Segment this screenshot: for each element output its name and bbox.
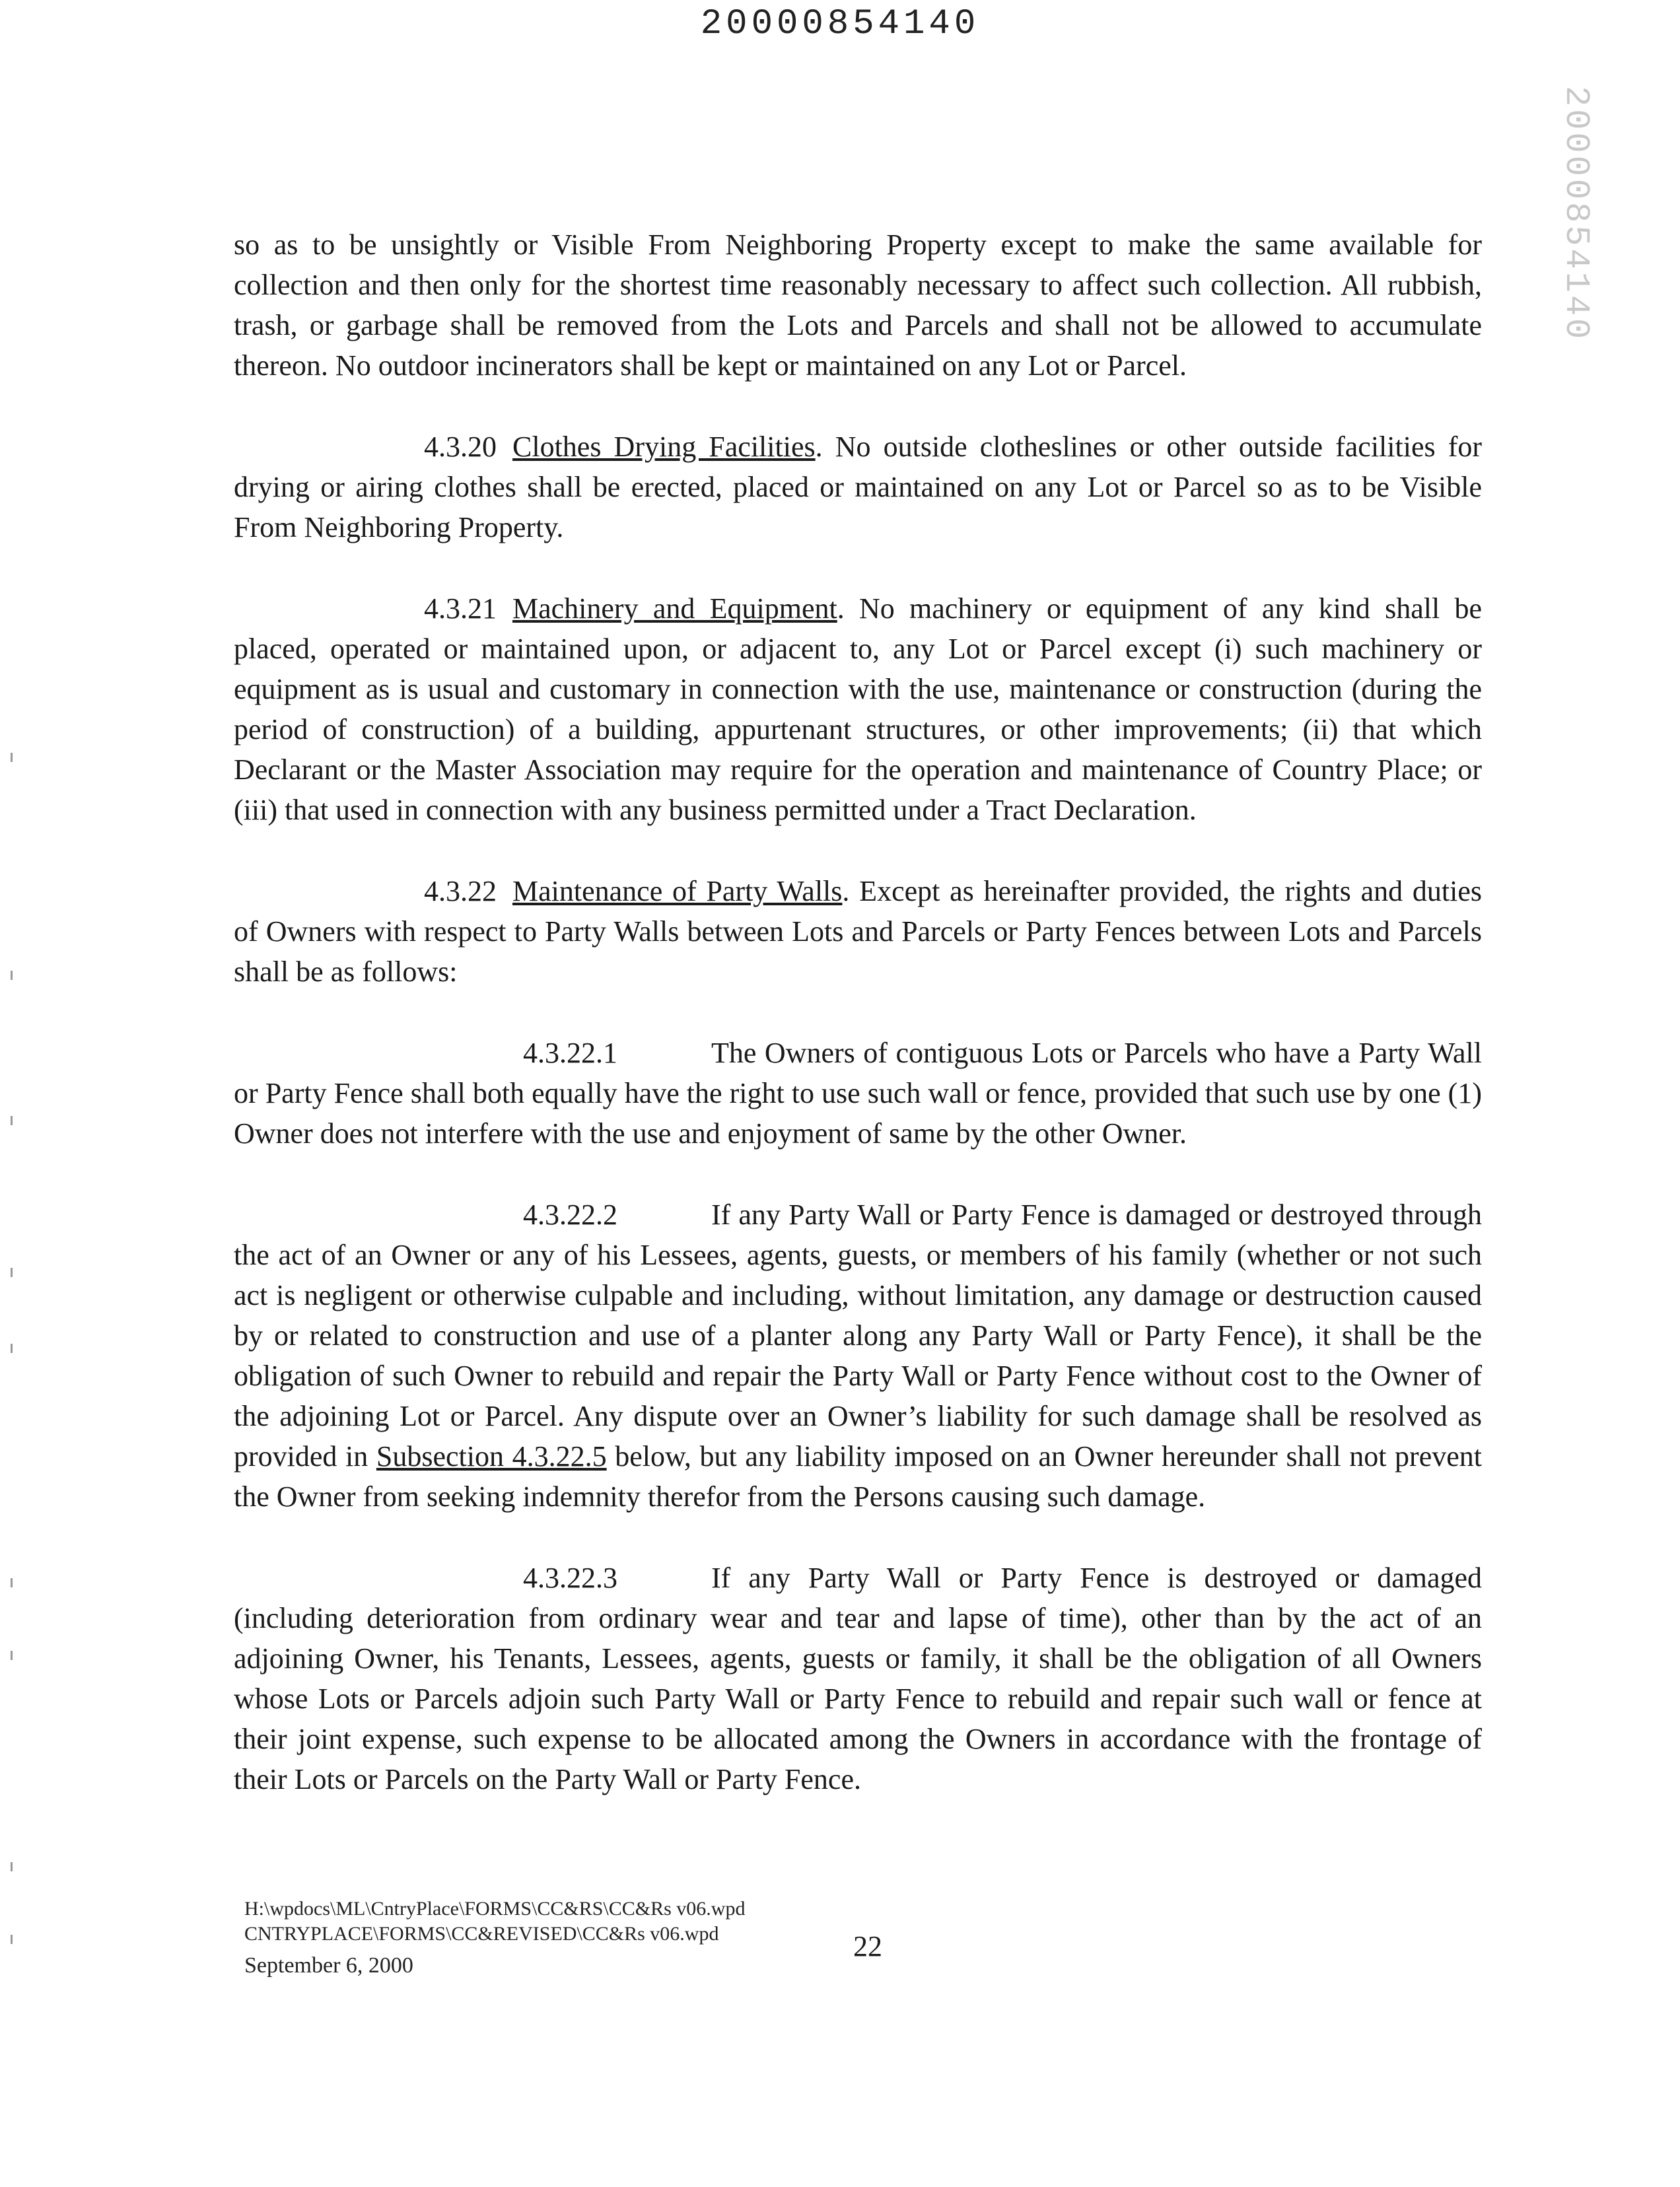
subsection-number: 4.3.22.2: [523, 1198, 617, 1231]
margin-scan-marks: [7, 726, 20, 2047]
document-footer: [244, 1896, 745, 1978]
section-number: 4.3.22: [424, 875, 497, 907]
section-4-3-20: [234, 427, 1482, 547]
section-text: . No machinery or equipment of any kind shall be placed, operated or maintained upon, or adjacent to, any Lot or Parcel except (i) such machinery or equipment as is usual and customary in connection with the use, maintenance or construction (during the period of construction) of a building, appurtenant structures, or other improvements; (ii) that which Declarant or the Master Association may require for the operation and maintenance of Country Place; or (iii) that used in connection with any business permitted under a Tract Declaration.: [234, 592, 1482, 826]
section-4-3-22-3: [234, 1558, 1482, 1799]
subsection-reference-link[interactable]: Subsection 4.3.22.5: [376, 1440, 607, 1473]
footer-file-path-1: H:\wpdocs\ML\CntryPlace\FORMS\CC&RS\CC&Rs v06.wpd: [244, 1898, 746, 1920]
subsection-number: 4.3.22.3: [523, 1562, 617, 1594]
footer-date: September 6, 2000: [244, 1953, 413, 1978]
section-4-3-22-2: [234, 1195, 1482, 1517]
document-body: [234, 225, 1482, 1799]
paragraph-continuation: so as to be unsightly or Visible From Neighboring Property except to make the same available for collection and then only for the shortest time reasonably necessary to affect such collection. All rubbish, trash, or garbage shall be removed from the Lots and Parcels and shall not be allowed to accumulate thereon. No outdoor incinerators shall be kept or maintained on any Lot or Parcel.: [234, 228, 1482, 382]
section-title: Machinery and Equipment: [512, 592, 837, 625]
document-number: 20000854140: [700, 4, 980, 44]
footer-file-path-2: CNTRYPLACE\FORMS\CC&REVISED\CC&Rs v06.wpd: [244, 1923, 719, 1945]
section-4-3-22: [234, 871, 1482, 992]
subsection-text: The Owners of contiguous Lots or Parcels who have a Party Wall or Party Fence shall both equally have the right to use such wall or fence, provided that such use by one (1) Owner does not interfere with the use and enjoyment of same by the other Owner.: [234, 1037, 1482, 1150]
section-title: Maintenance of Party Walls: [512, 875, 843, 907]
section-text: . No outside clotheslines or other outside facilities for drying or airing clothes shall be erected, placed or maintained on any Lot or Parcel so as to be Visible From Neighboring Property.: [234, 431, 1483, 543]
section-title: Clothes Drying Facilities: [512, 431, 816, 463]
section-4-3-21: [234, 588, 1482, 830]
side-stamp-text: 20000854140: [1557, 86, 1595, 342]
section-4-3-22-1: [234, 1033, 1482, 1154]
subsection-text: If any Party Wall or Party Fence is destroyed or damaged (including deterioration from ordinary wear and tear and lapse of time), other than by the act of an adjoining Owner, his Tenants, Lessees, agents, guests or family, it shall be the obligation of all Owners whose Lots or Parcels adjoin such Party Wall or Party Fence to rebuild and repair such wall or fence at their joint expense, such expense to be allocated among the Owners in accordance with the frontage of their Lots or Parcels on the Party Wall or Party Fence.: [234, 1562, 1482, 1795]
section-text: . Except as hereinafter provided, the rights and duties of Owners with respect to Party Walls between Lots and Parcels or Party Fences between Lots and Parcels shall be as follows:: [234, 875, 1482, 988]
subsection-text-continued: below, but any liability imposed on an Owner hereunder shall not prevent the Owner from seeking indemnity therefor from the Persons causing such damage.: [234, 1440, 1482, 1513]
subsection-text: If any Party Wall or Party Fence is damaged or destroyed through the act of an Owner or any of his Lessees, agents, guests, or members of his family (whether or not such act is negligent or otherwise culpable and including, without limitation, any damage or destruction caused by or related to construction and use of a planter along any Party Wall or Party Fence), it shall be the obligation of such Owner to rebuild and repair the Party Wall or Party Fence without cost to the Owner of the adjoining Lot or Parcel. Any dispute over an Owner’s liability for such damage shall be resolved as provided in: [234, 1198, 1482, 1473]
side-stamp: [1553, 86, 1606, 342]
section-number: 4.3.20: [424, 431, 497, 463]
page-number: 22: [853, 1930, 882, 1962]
subsection-number: 4.3.22.1: [523, 1037, 617, 1069]
section-number: 4.3.21: [424, 592, 497, 625]
